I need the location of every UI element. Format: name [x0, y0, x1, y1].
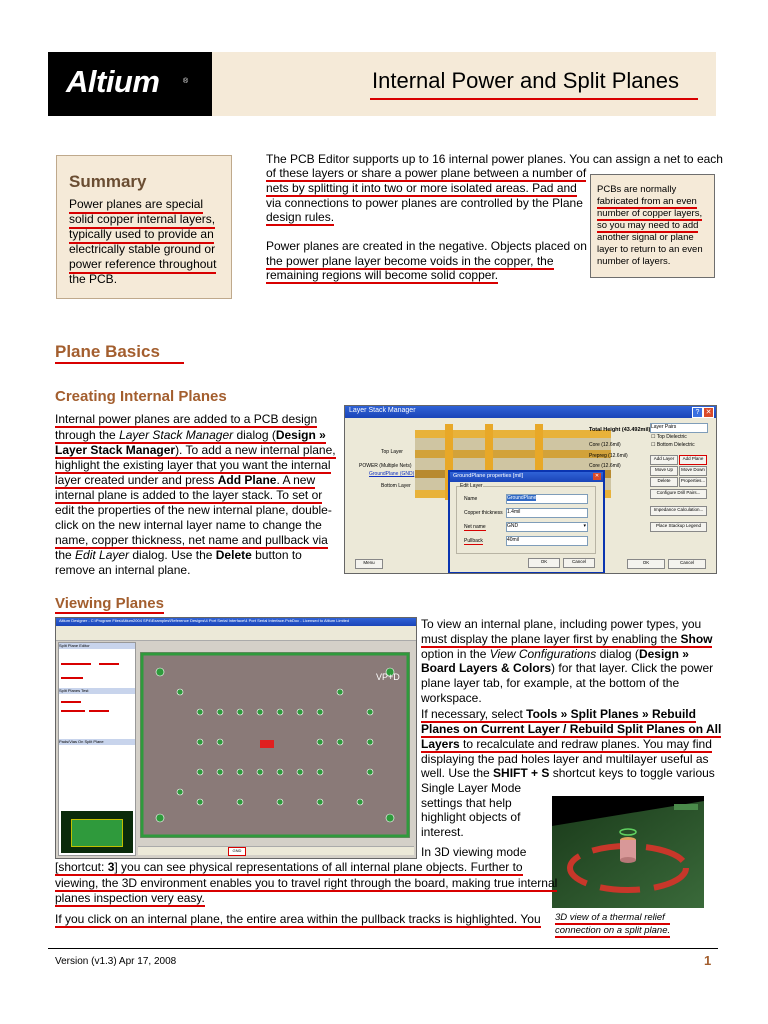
add-layer-button[interactable]: Add Layer — [650, 455, 678, 465]
top-dielectric-checkbox[interactable]: ☐ Top Dielectric — [651, 434, 687, 440]
intro-line: Power planes are created in the negative. Objects placed on — [266, 239, 587, 253]
3d-view-image — [552, 796, 704, 908]
viewing-full-line: planes inspection very easy. — [55, 891, 205, 905]
altium-logo: Altium — [66, 64, 160, 99]
mini-board-view — [61, 811, 133, 853]
viewing-line: To view an internal plane, including power types, you — [421, 617, 702, 631]
note-line: so you may need to add — [597, 220, 699, 231]
board-label: VP+D — [376, 672, 400, 682]
preset-select[interactable]: Layer Pairs — [650, 423, 708, 433]
sub-cancel-button[interactable]: Cancel — [563, 558, 595, 568]
layer-stack-manager-screenshot — [344, 405, 717, 574]
summary-line: the PCB. — [69, 272, 118, 286]
caption-line: connection on a split plane. — [555, 925, 671, 936]
impedance-calculation-button[interactable]: Impedance Calculation... — [650, 506, 707, 516]
panel-title: Pads/Vias On Split Plane — [59, 739, 135, 745]
plane-properties-dialog — [448, 470, 605, 574]
viewing-line: displaying the pad holes layer and multilayer useful as — [421, 752, 709, 766]
plane-basics-heading: Plane Basics — [55, 342, 184, 364]
split-plane-panel — [58, 642, 136, 856]
summary-line: power reference throughout — [69, 257, 216, 274]
creating-line: the Edit Layer dialog. Use the Delete button to — [55, 548, 302, 562]
viewing-line: If necessary, select Tools » Split Planes » Rebuild — [421, 707, 696, 721]
pcb-board-graphic — [140, 652, 410, 838]
viewing-line: Planes on Current Layer / Rebuild Split Planes on All — [421, 722, 722, 736]
page-title: Internal Power and Split Planes — [372, 68, 679, 93]
viewing-line: interest. — [421, 825, 464, 839]
pcb-editor-screenshot — [55, 617, 417, 859]
viewing-full-line: viewing, the 3D environment enables you to travel right through the board, making true internal — [55, 876, 558, 890]
viewing-line: settings that help — [421, 796, 512, 810]
close-icon[interactable]: ✕ — [703, 407, 714, 418]
creating-line: edit the properties of the new internal plane, double- — [55, 503, 332, 517]
image-caption — [555, 912, 670, 938]
logo-trademark: ® — [183, 78, 189, 85]
prepreg-label: Prepreg (12.6mil) — [589, 453, 628, 459]
footer-rule — [48, 948, 718, 949]
panel-title: Split Plane Editor — [59, 643, 135, 649]
bottom-dielectric-checkbox[interactable]: ☐ Bottom Dielectric — [651, 442, 695, 448]
note-line: number of layers. — [597, 256, 671, 267]
cancel-button[interactable]: Cancel — [668, 559, 706, 569]
viewing-line: In 3D viewing mode — [421, 845, 527, 859]
intro-line: remaining regions will become solid copper. — [266, 268, 499, 282]
place-stackup-legend-button[interactable]: Place Stackup Legend — [650, 522, 707, 532]
creating-line: internal plane is added to the layer stack. To set or — [55, 488, 323, 502]
name-label: Name — [464, 496, 478, 502]
viewing-line: well. Use the SHIFT + S shortcut keys to toggle various — [421, 766, 715, 780]
sub-ok-button[interactable]: OK — [528, 558, 560, 568]
page-number: 1 — [704, 953, 712, 968]
creating-line: through the Layer Stack Manager dialog (Design » — [55, 428, 326, 442]
viewing-full-line: [shortcut: 3] you can see physical representations of all internal plane objects. Further to — [55, 860, 523, 874]
viewing-line: workspace. — [421, 691, 482, 705]
viewing-line: option in the View Configurations dialog (Design » — [421, 647, 689, 661]
pcb-board-area[interactable] — [140, 652, 410, 838]
footer-version: Version (v1.3) Apr 17, 2008 — [55, 956, 177, 967]
summary-line: solid copper internal layers, — [69, 212, 215, 229]
core-label: Core (12.6mil) — [589, 463, 621, 469]
stack-label: Bottom Layer — [381, 483, 411, 489]
sub-dialog-title: GroundPlane properties [mil] — [453, 473, 524, 479]
move-down-button[interactable]: Move Down — [679, 466, 707, 476]
note-line: PCBs are normally — [597, 184, 677, 195]
ok-button[interactable]: OK — [627, 559, 665, 569]
summary-line: typically used to provide an — [69, 227, 214, 244]
creating-line: highlight the existing layer that you want the internal — [55, 458, 331, 472]
caption-line: 3D view of a thermal relief — [555, 912, 670, 925]
intro-line: nets by splitting it into two or more isolated areas. Pad and — [266, 181, 577, 195]
note-line: another signal or plane — [597, 232, 694, 243]
copper-thickness-label: Copper thickness — [464, 510, 503, 516]
layer-tabs — [138, 846, 414, 855]
intro-line: design rules. — [266, 210, 335, 224]
note-line: fabricated from an even — [597, 196, 697, 207]
intro-line: of these layers or share a power plane between a number of — [266, 166, 587, 180]
net-name-label: Net name — [464, 524, 486, 530]
viewing-line: Single Layer Mode — [421, 781, 522, 795]
move-up-button[interactable]: Move Up — [650, 466, 678, 476]
creating-line: remove an internal plane. — [55, 563, 191, 577]
creating-line: name, copper thickness, net name and pullback via — [55, 533, 328, 547]
creating-line: Layer Stack Manager). To add a new internal plane, — [55, 443, 336, 457]
panel-title: Split Planes Test — [59, 688, 135, 694]
pcb-toolbar — [56, 626, 416, 641]
3d-view-graphic — [552, 796, 704, 908]
viewing-line: Board Layers & Colors) for that layer. Click the power — [421, 661, 714, 675]
intro-line: The PCB Editor supports up to 16 internal power planes. You can assign a net to each — [266, 152, 723, 166]
edit-layer-label: Edit Layer — [460, 483, 483, 489]
note-line: number of copper layers, — [597, 208, 703, 219]
stack-label[interactable]: GroundPlane (GND) — [369, 471, 415, 477]
name-field[interactable]: GroundPlane — [506, 494, 588, 504]
creating-line: Internal power planes are added to a PCB design — [55, 412, 318, 426]
pullback-label: Pullback — [464, 538, 483, 544]
help-icon[interactable]: ? — [692, 407, 703, 418]
creating-line: layer created under and press Add Plane. A new — [55, 473, 316, 487]
viewing-line: highlight objects of — [421, 810, 521, 824]
menu-button[interactable]: Menu — [355, 559, 383, 569]
properties-button[interactable]: Properties... — [679, 477, 707, 487]
summary-heading: Summary — [69, 172, 147, 191]
pullback-field[interactable]: 40mil — [506, 536, 588, 546]
tab-gnd-layer[interactable]: GND — [228, 847, 246, 856]
viewing-line: plane layer tab, for example, at the bottom of the — [421, 676, 680, 690]
configure-drill-pairs-button[interactable]: Configure Drill Pairs... — [650, 489, 707, 499]
summary-line: Power planes are special — [69, 197, 203, 214]
chevron-down-icon: ▾ — [583, 523, 586, 529]
creating-line: click on the new internal layer name to change the — [55, 518, 322, 532]
viewing-planes-heading: Viewing Planes — [55, 595, 164, 612]
stack-label: Top Layer — [381, 449, 403, 455]
note-line: layer to return to an even — [597, 244, 703, 255]
title-underline — [370, 98, 698, 100]
dialog-title: Layer Stack Manager — [349, 407, 416, 414]
intro-line: via connections to power planes are controlled by the Plane — [266, 196, 583, 210]
add-plane-button[interactable]: Add Plane — [679, 455, 707, 465]
close-icon[interactable]: ✕ — [594, 473, 600, 479]
pcb-window-title: Altium Designer - C:\Program Files\Altium2004 SP4\Examples\Reference Designs\4 Port Serial Interface\4 Port Serial Interface.PcbDoc - Licensed to Altium Limited — [59, 618, 350, 623]
summary-line: electrically stable ground or — [69, 242, 216, 256]
net-name-select[interactable]: GND ▾ — [506, 522, 588, 532]
copper-thickness-field[interactable]: 1.4mil — [506, 508, 588, 518]
stack-label: POWER (Multiple Nets) — [359, 463, 412, 469]
delete-button[interactable]: Delete — [650, 477, 678, 487]
viewing-full-line: If you click on an internal plane, the entire area within the pullback tracks is highlighted. You — [55, 912, 541, 926]
viewing-line: Layers to recalculate and redraw planes. You may find — [421, 737, 712, 751]
intro-line: the power plane layer become voids in the copper, the — [266, 254, 554, 268]
core-label: Core (12.6mil) — [589, 442, 621, 448]
creating-planes-heading: Creating Internal Planes — [55, 388, 227, 405]
viewing-line: must display the plane layer first by enabling the Show — [421, 632, 713, 646]
total-height: Total Height (43.492mil) — [589, 427, 651, 433]
